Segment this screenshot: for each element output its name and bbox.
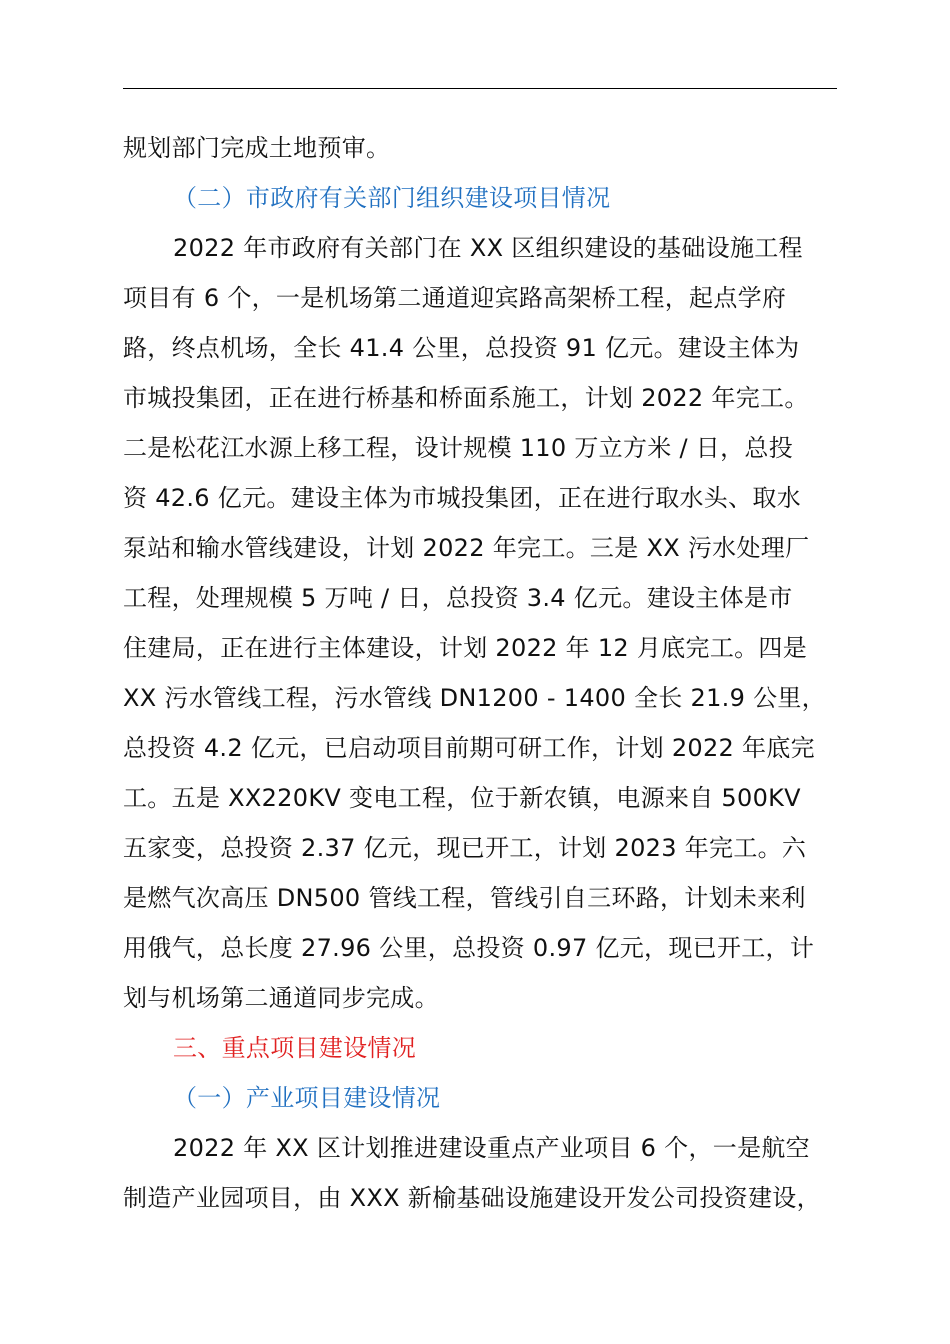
body-text-line: 工。五是 XX220KV 变电工程，位于新农镇，电源来自 500KV — [123, 784, 801, 812]
body-text-line: 是燃气次高压 DN500 管线工程，管线引自三环路，计划未来利 — [123, 884, 806, 912]
body-text-line: 泵站和输水管线建设，计划 2022 年完工。三是 XX 污水处理厂 — [123, 534, 810, 562]
body-text-line: 工程，处理规模 5 万吨 / 日，总投资 3.4 亿元。建设主体是市 — [123, 584, 793, 612]
body-text-line: 五家变，总投资 2.37 亿元，现已开工，计划 2023 年完工。六 — [123, 834, 807, 862]
header-rule — [123, 88, 837, 89]
body-text-line: 路，终点机场，全长 41.4 公里，总投资 91 亿元。建设主体为 — [123, 334, 800, 362]
body-text-line: 用俄气，总长度 27.96 公里，总投资 0.97 亿元，现已开工，计 — [123, 934, 815, 962]
body-text-line: 二是松花江水源上移工程，设计规模 110 万立方米 / 日，总投 — [123, 434, 794, 462]
body-text-line: 规划部门完成土地预审。 — [123, 134, 391, 162]
paragraph-first-line: 2022 年市政府有关部门在 XX 区组织建设的基础设施工程 — [173, 234, 803, 262]
subheading-municipal-projects: （二）市政府有关部门组织建设项目情况 — [173, 184, 611, 212]
paragraph-first-line: 2022 年 XX 区计划推进建设重点产业项目 6 个，一是航空 — [173, 1134, 810, 1162]
body-text-line: 划与机场第二通道同步完成。 — [123, 984, 439, 1012]
body-text-line: XX 污水管线工程，污水管线 DN1200 - 1400 全长 21.9 公里， — [123, 684, 826, 712]
body-text-line: 总投资 4.2 亿元，已启动项目前期可研工作，计划 2022 年底完 — [123, 734, 815, 762]
body-text-line: 项目有 6 个，一是机场第二通道迎宾路高架桥工程，起点学府 — [123, 284, 787, 312]
body-text-line: 市城投集团，正在进行桥基和桥面系施工，计划 2022 年完工。 — [123, 384, 809, 412]
section-heading-key-projects: 三、重点项目建设情况 — [173, 1034, 416, 1062]
body-text-line: 制造产业园项目，由 XXX 新榆基础设施建设开发公司投资建设， — [123, 1184, 821, 1212]
body-text-line: 资 42.6 亿元。建设主体为市城投集团，正在进行取水头、取水 — [123, 484, 801, 512]
subheading-industrial-projects: （一）产业项目建设情况 — [173, 1084, 441, 1112]
body-text-line: 住建局，正在进行主体建设，计划 2022 年 12 月底完工。四是 — [123, 634, 808, 662]
